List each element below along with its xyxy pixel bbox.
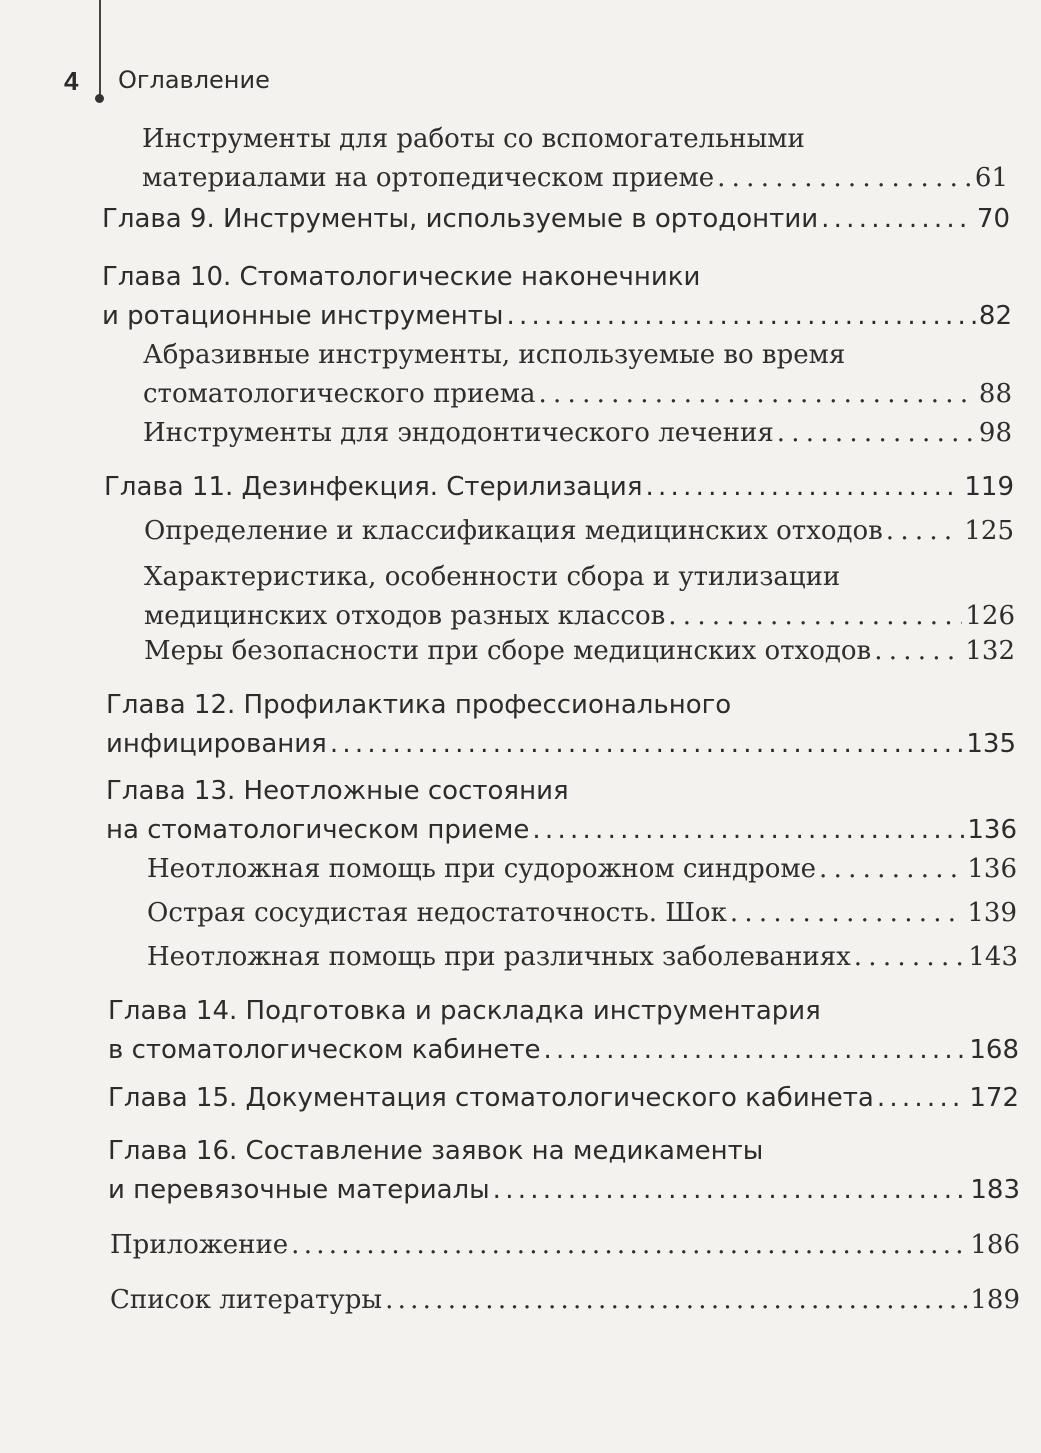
toc-entry bbox=[110, 1224, 1020, 1267]
toc-line bbox=[110, 1279, 1020, 1322]
dot-leader bbox=[819, 848, 964, 891]
toc-entry-title: Инструменты для работы со вспомогательными bbox=[142, 124, 805, 154]
toc-line bbox=[108, 1169, 1020, 1212]
dot-leader bbox=[291, 1224, 967, 1267]
toc-entry-title: в стоматологическом кабинете bbox=[108, 1035, 541, 1065]
toc-entry-title: Неотложная помощь при судорожном синдроме bbox=[147, 854, 817, 884]
toc-entry bbox=[144, 630, 1015, 673]
dot-leader bbox=[330, 723, 964, 766]
toc-line bbox=[108, 990, 1019, 1033]
dot-leader bbox=[538, 373, 975, 416]
toc-entry-title: Глава 15. Документация стоматологического кабинета bbox=[108, 1083, 874, 1113]
dot-leader bbox=[730, 892, 965, 935]
toc-line bbox=[143, 373, 1012, 416]
toc-entry bbox=[108, 990, 1019, 1072]
dot-leader bbox=[532, 809, 964, 852]
toc-line bbox=[144, 510, 1014, 553]
dot-leader bbox=[777, 412, 976, 455]
toc-line bbox=[142, 118, 1008, 161]
dot-leader bbox=[543, 1029, 966, 1072]
toc-entry-title: Неотложная помощь при различных заболеваниях bbox=[147, 942, 851, 972]
toc-entry bbox=[110, 1279, 1020, 1322]
toc-entry-title: материалами на ортопедическом приеме bbox=[142, 163, 715, 193]
toc-entry bbox=[106, 684, 1016, 766]
dot-leader bbox=[854, 936, 966, 979]
toc-page-number: 88 bbox=[978, 379, 1012, 409]
toc-entry-title: Глава 14. Подготовка и раскладка инструментария bbox=[108, 996, 821, 1026]
toc-entry-title: Характеристика, особенности сбора и утилизации bbox=[144, 562, 841, 592]
toc-line bbox=[102, 256, 1012, 299]
toc-line bbox=[108, 1029, 1019, 1072]
toc-page-number: 168 bbox=[969, 1035, 1019, 1065]
toc-entry-title: и перевязочные материалы bbox=[108, 1175, 490, 1205]
toc-entry-title: Острая сосудистая недостаточность. Шок bbox=[147, 898, 727, 928]
toc-entry bbox=[147, 892, 1017, 935]
toc-line bbox=[147, 936, 1018, 979]
dot-leader bbox=[877, 1077, 967, 1120]
toc-line bbox=[147, 892, 1017, 935]
toc-entry bbox=[108, 1130, 1020, 1212]
toc-entry-title: Список литературы bbox=[110, 1285, 383, 1315]
toc-page-number: 135 bbox=[966, 729, 1016, 759]
toc-line bbox=[110, 1224, 1020, 1267]
toc-page-number: 119 bbox=[964, 472, 1014, 502]
toc-page-number: 136 bbox=[967, 815, 1017, 845]
toc-entry-title: Инструменты для эндодонтического лечения bbox=[143, 418, 774, 448]
toc-page-number: 61 bbox=[974, 163, 1008, 193]
toc-entry-title: Абразивные инструменты, используемые во время bbox=[143, 340, 846, 370]
toc-entry bbox=[143, 412, 1012, 455]
dot-leader bbox=[886, 510, 962, 553]
toc-entry bbox=[144, 556, 1015, 638]
toc-line bbox=[143, 412, 1012, 455]
toc-line bbox=[102, 295, 1012, 338]
toc-page-number: 70 bbox=[976, 204, 1010, 234]
toc-line bbox=[142, 157, 1008, 200]
toc-entry bbox=[147, 936, 1018, 979]
toc-entry-title: Глава 12. Профилактика профессионального bbox=[106, 690, 732, 720]
toc-line bbox=[104, 466, 1014, 509]
toc-entry-title: Глава 11. Дезинфекция. Стерилизация bbox=[104, 472, 643, 502]
toc-line bbox=[106, 684, 1016, 727]
toc-page-number: 126 bbox=[965, 601, 1015, 631]
dot-leader bbox=[645, 466, 961, 509]
toc-page-number: 189 bbox=[970, 1285, 1020, 1315]
toc-entry-title: Глава 10. Стоматологические наконечники bbox=[102, 262, 701, 292]
toc-page-number: 172 bbox=[969, 1083, 1019, 1113]
toc-entry-title: и ротационные инструменты bbox=[102, 301, 504, 331]
toc-line bbox=[143, 334, 1012, 377]
toc-entry-title: Приложение bbox=[110, 1230, 289, 1260]
toc-entry bbox=[104, 466, 1014, 509]
toc-page-number: 143 bbox=[968, 942, 1018, 972]
toc-entry-title: Определение и классификация медицинских отходов bbox=[144, 516, 883, 546]
toc-page-number: 125 bbox=[964, 516, 1014, 546]
toc-page-number: 139 bbox=[967, 898, 1017, 928]
toc-entry-title: Меры безопасности при сборе медицинских отходов bbox=[144, 636, 872, 666]
header-rule bbox=[99, 0, 101, 96]
toc-page-number: 136 bbox=[967, 854, 1017, 884]
toc-entry bbox=[142, 118, 1008, 200]
toc-entry-title: стоматологического приема bbox=[143, 379, 536, 409]
toc-page-number: 132 bbox=[965, 636, 1015, 666]
toc-entry-title: на стоматологическом приеме bbox=[106, 815, 530, 845]
toc-entry bbox=[108, 1077, 1019, 1120]
running-header-title: Оглавление bbox=[118, 66, 270, 94]
header-dot-ornament bbox=[95, 94, 104, 103]
toc-entry-title: Глава 16. Составление заявок на медикаменты bbox=[108, 1136, 764, 1166]
toc-line bbox=[108, 1130, 1020, 1173]
toc-entry bbox=[144, 510, 1014, 553]
dot-leader bbox=[506, 295, 975, 338]
dot-leader bbox=[493, 1169, 968, 1212]
toc-entry bbox=[106, 770, 1017, 852]
toc-entry-title: инфицирования bbox=[106, 729, 327, 759]
toc-entry bbox=[147, 848, 1017, 891]
page-number: 4 bbox=[64, 66, 79, 96]
toc-line bbox=[144, 556, 1015, 599]
dot-leader bbox=[385, 1279, 967, 1322]
toc-line bbox=[147, 848, 1017, 891]
toc-page-number: 183 bbox=[970, 1175, 1020, 1205]
toc-entry bbox=[102, 198, 1010, 241]
toc-line bbox=[106, 770, 1017, 813]
toc-page-number: 82 bbox=[978, 301, 1012, 331]
toc-entry bbox=[102, 256, 1012, 338]
toc-page-number: 186 bbox=[970, 1230, 1020, 1260]
toc-line bbox=[144, 630, 1015, 673]
toc-entry-title: медицинских отходов разных классов bbox=[144, 601, 666, 631]
dot-leader bbox=[717, 157, 972, 200]
toc-entry-title: Глава 13. Неотложные состояния bbox=[106, 776, 569, 806]
toc-line bbox=[106, 723, 1016, 766]
toc-page-number: 98 bbox=[978, 418, 1012, 448]
toc-line bbox=[108, 1077, 1019, 1120]
dot-leader bbox=[821, 198, 974, 241]
toc-entry bbox=[143, 334, 1012, 416]
dot-leader bbox=[874, 630, 962, 673]
toc-entry-title: Глава 9. Инструменты, используемые в ортодонтии bbox=[102, 204, 819, 234]
toc-line bbox=[106, 809, 1017, 852]
toc-line bbox=[102, 198, 1010, 241]
